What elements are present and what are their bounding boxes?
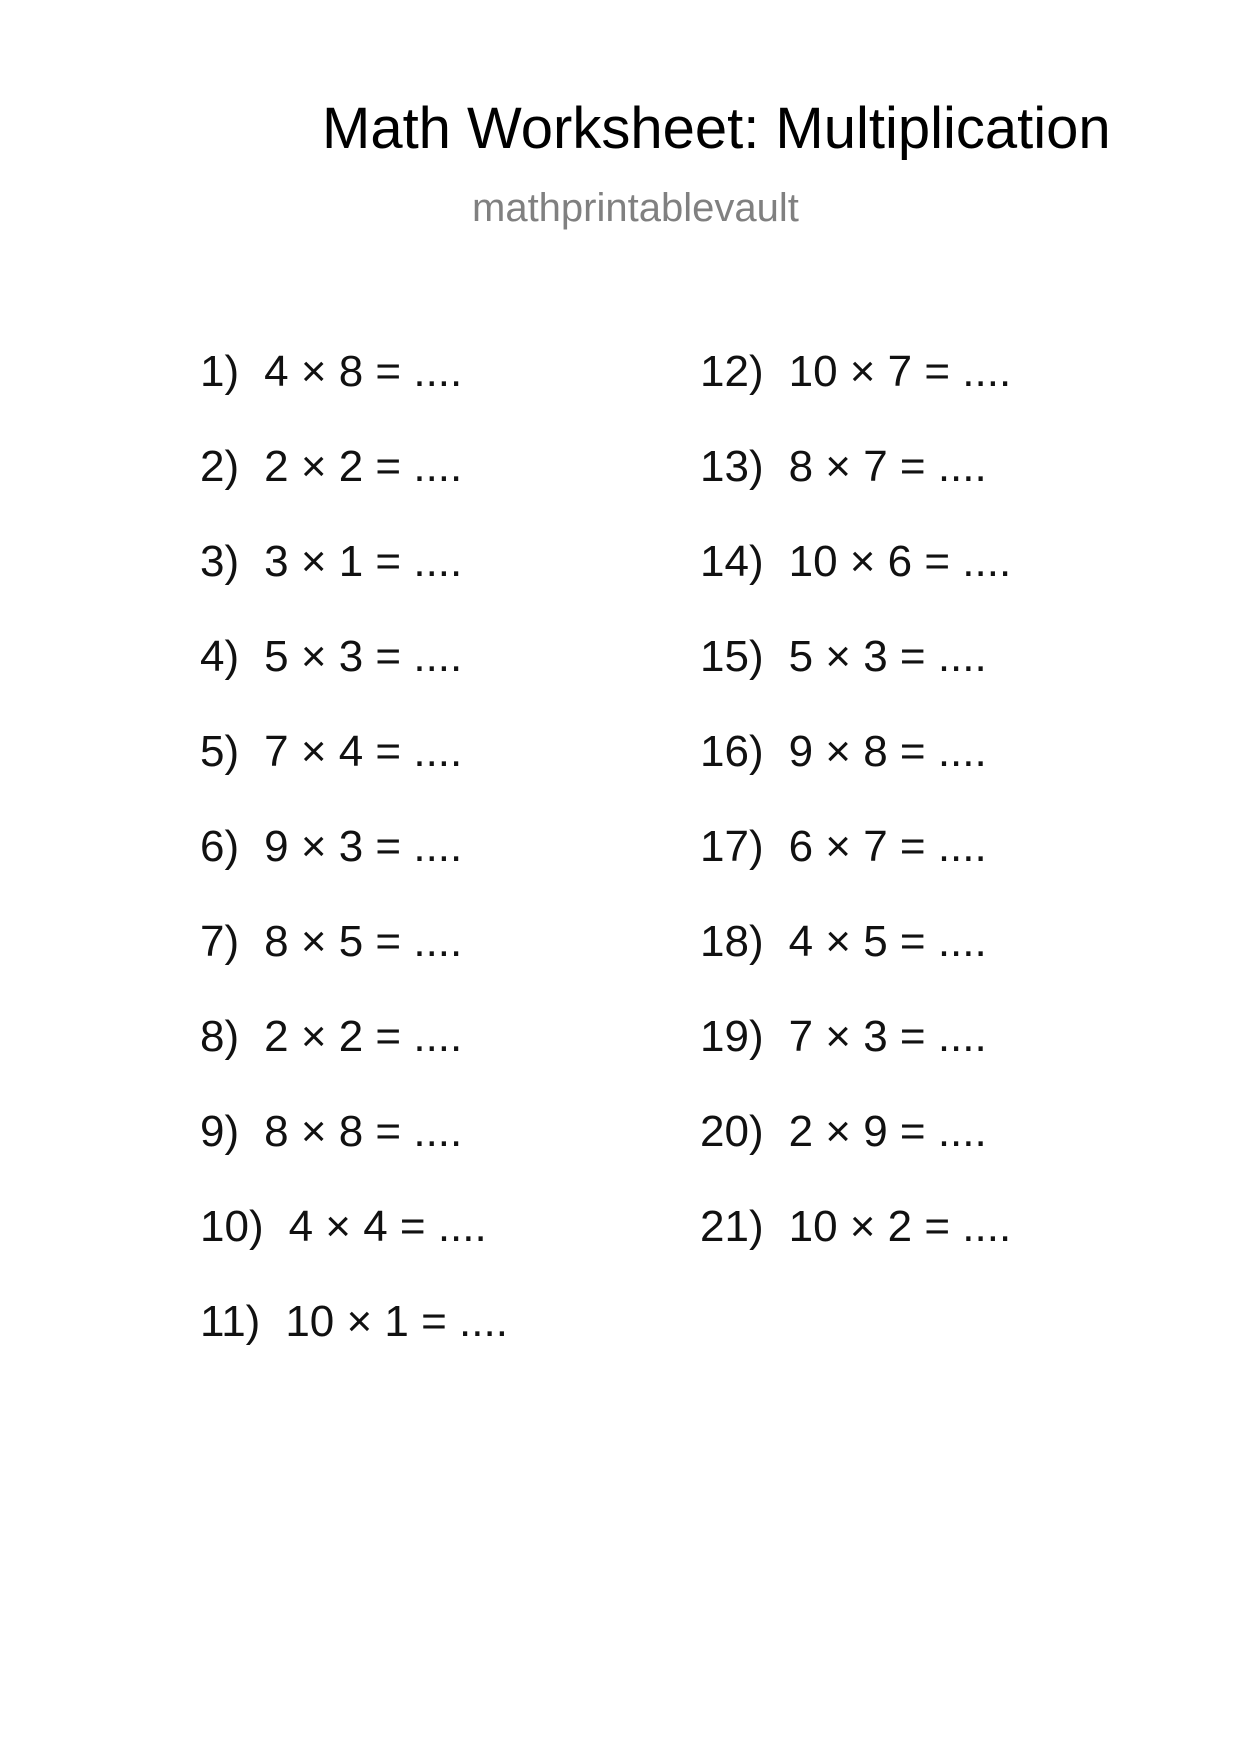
problem-number: 16) [700, 727, 764, 776]
page-title: Math Worksheet: Multiplication [322, 96, 1111, 161]
problem-number: 1) [200, 347, 240, 396]
problem-item [700, 1012, 1011, 1110]
problem-number: 10) [200, 1202, 264, 1251]
problem-item [200, 632, 508, 730]
problem-number: 11) [200, 1297, 261, 1346]
problem-expression: 8 × 8 = .... [264, 1107, 463, 1156]
problem-item [700, 727, 1011, 825]
problem-number: 17) [700, 822, 764, 871]
problem-number: 13) [700, 442, 764, 491]
problem-number: 21) [700, 1202, 764, 1251]
problem-expression: 10 × 7 = .... [788, 347, 1012, 396]
problem-item [700, 1107, 1011, 1205]
problem-expression: 2 × 2 = .... [264, 1012, 463, 1061]
problem-expression: 10 × 1 = .... [285, 1297, 508, 1346]
problem-expression: 10 × 2 = .... [788, 1202, 1012, 1251]
problem-number: 8) [200, 1012, 240, 1061]
problem-expression: 8 × 5 = .... [264, 917, 463, 966]
problem-number: 3) [200, 537, 240, 586]
problem-column-left [200, 347, 508, 1395]
problem-number: 15) [700, 632, 764, 681]
problem-item [200, 347, 508, 445]
problem-expression: 2 × 9 = .... [788, 1107, 987, 1156]
problem-item [700, 1202, 1012, 1300]
problem-item [200, 1107, 508, 1205]
problem-number: 6) [200, 822, 240, 871]
problem-item [200, 537, 508, 635]
problem-item [700, 347, 1012, 445]
problem-expression: 9 × 8 = .... [788, 727, 987, 776]
problem-number: 18) [700, 917, 764, 966]
problem-expression: 4 × 4 = .... [288, 1202, 487, 1251]
problem-expression: 7 × 3 = .... [788, 1012, 987, 1061]
problem-item [700, 822, 1011, 920]
problem-item [200, 1297, 508, 1395]
problem-expression: 4 × 5 = .... [788, 917, 987, 966]
problem-expression: 3 × 1 = .... [264, 537, 463, 586]
problem-item [200, 727, 508, 825]
problem-number: 4) [200, 632, 240, 681]
problem-number: 9) [200, 1107, 240, 1156]
problem-item [200, 442, 508, 540]
problem-expression: 8 × 7 = .... [788, 442, 987, 491]
problem-item [700, 537, 1012, 635]
problem-number: 5) [200, 727, 240, 776]
problem-number: 7) [200, 917, 240, 966]
problem-expression: 4 × 8 = .... [264, 347, 463, 396]
problem-number: 14) [700, 537, 764, 586]
problem-expression: 9 × 3 = .... [264, 822, 463, 871]
page-subtitle: mathprintablevault [472, 186, 799, 230]
problem-number: 19) [700, 1012, 764, 1061]
problem-expression: 7 × 4 = .... [264, 727, 463, 776]
problem-number: 20) [700, 1107, 764, 1156]
problem-expression: 2 × 2 = .... [264, 442, 463, 491]
problem-item [700, 917, 1011, 1015]
problem-item [200, 917, 508, 1015]
problem-item [200, 1012, 508, 1110]
problem-expression: 6 × 7 = .... [788, 822, 987, 871]
problem-number: 12) [700, 347, 764, 396]
problem-expression: 5 × 3 = .... [264, 632, 463, 681]
problem-item [700, 632, 1011, 730]
problem-item [200, 1202, 508, 1300]
problem-expression: 10 × 6 = .... [788, 537, 1012, 586]
problem-expression: 5 × 3 = .... [788, 632, 987, 681]
problem-item [700, 442, 1011, 540]
problem-column-right [700, 347, 1012, 1300]
problem-number: 2) [200, 442, 240, 491]
problem-item [200, 822, 508, 920]
